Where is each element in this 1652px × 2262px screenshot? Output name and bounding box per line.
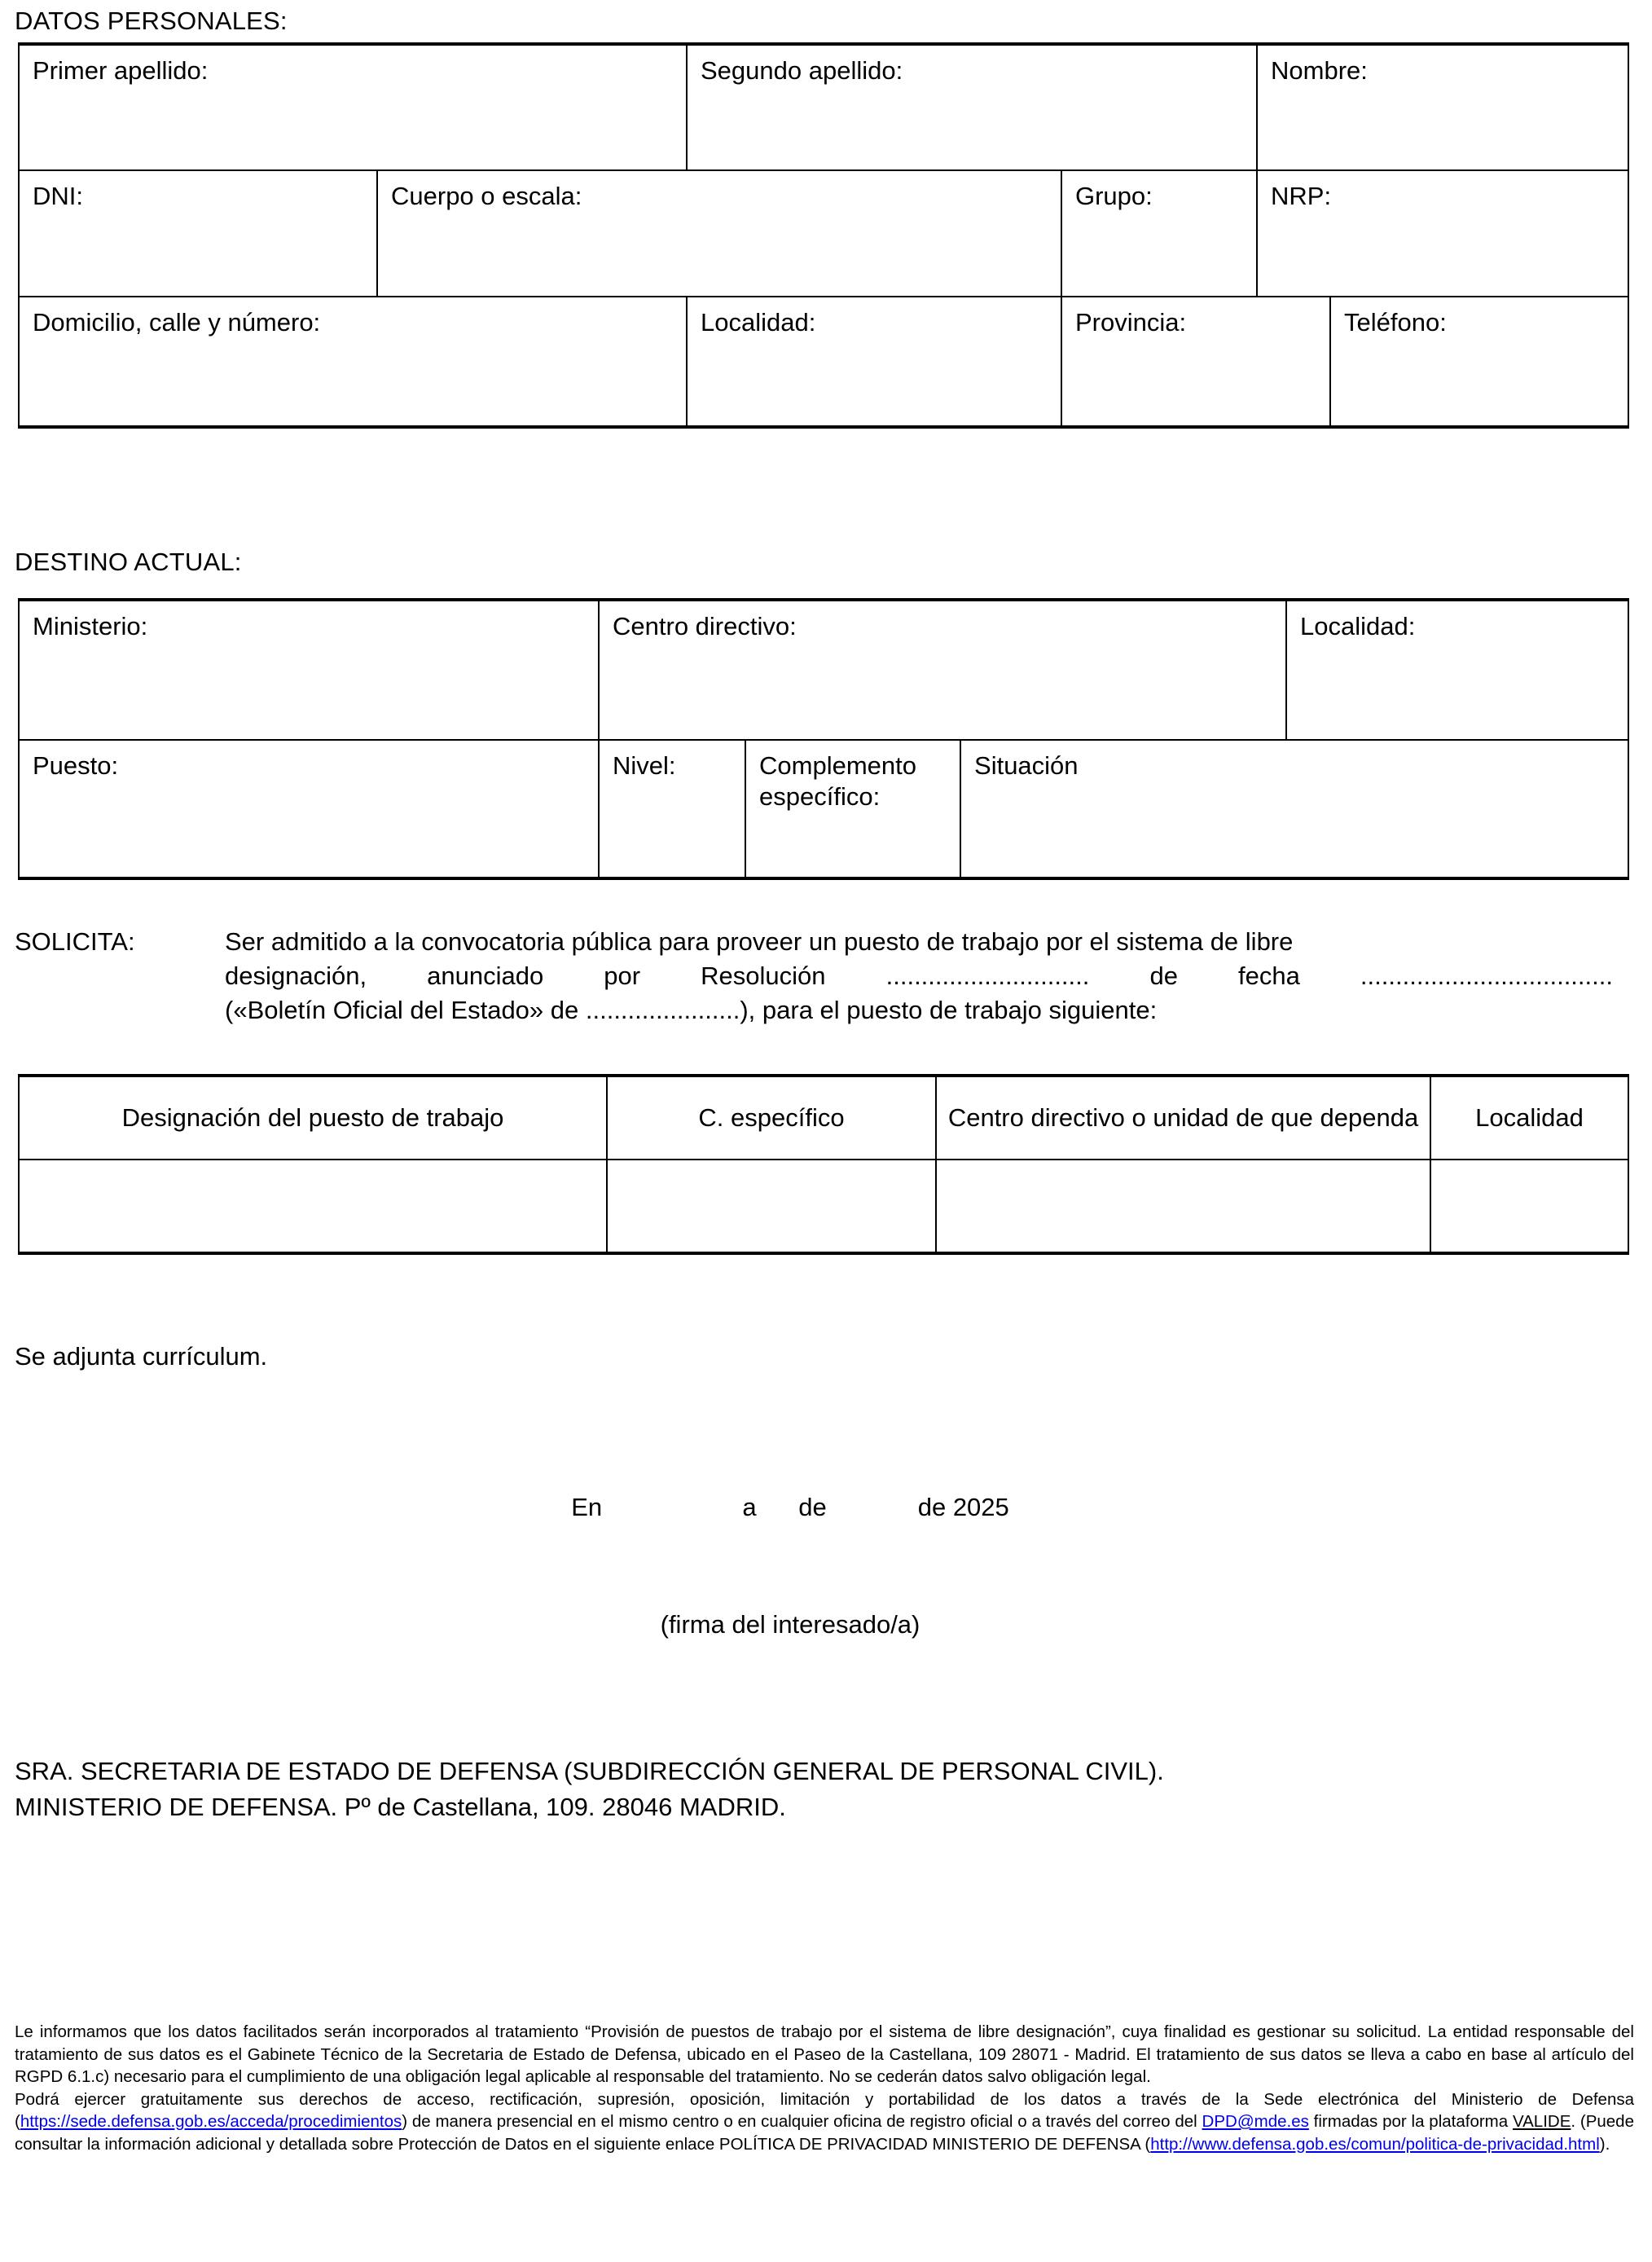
legal-paragraph-1: Le informamos que los datos facilitados serán incorporados al tratamiento “Provisión de puestos de trabajo por el sistema de libre designación”, cuya finalidad es gestionar su solicitud. La entidad responsable del tratamiento de sus datos es el Gabinete Técnico de la Secretaria de Estado de Defensa, ubicado en el Paseo de la Castellana, 109 28071 - Madrid. El tratamiento de sus datos se lleva a cabo en base al artículo del RGPD 6.1.c) necesario para el cumplimiento de una obligación legal aplicable al responsable del tratamiento. No se cederán datos salvo obligación legal. [15,2022,1634,2086]
addressee-block [15,1754,1164,1825]
field-nombre[interactable]: Nombre: [1257,44,1628,170]
solicita-line-2: designación, anunciado por Resolución ............................. de fecha .................................... [225,962,1613,990]
cell-localidad[interactable] [1430,1160,1628,1253]
solicita-label: SOLICITA: [15,927,135,956]
field-nivel[interactable]: Nivel: [599,740,745,878]
column-header-centro-directivo: Centro directivo o unidad de que dependa [936,1076,1430,1160]
field-grupo[interactable]: Grupo: [1061,170,1257,297]
section-heading-datos-personales: DATOS PERSONALES: [15,7,288,35]
table-row [19,1160,1628,1253]
link-politica-privacidad[interactable]: http://www.defensa.gob.es/comun/politica-de-privacidad.html [1150,2134,1600,2154]
addressee-line-1: SRA. SECRETARIA DE ESTADO DE DEFENSA (SUBDIRECCIÓN GENERAL DE PERSONAL CIVIL). [15,1757,1164,1785]
signature-date-line[interactable]: En a de de 2025 [571,1493,1009,1521]
legal-notice-block [15,2021,1634,2155]
datos-personales-table [18,42,1629,429]
table-row [19,44,1628,170]
field-telefono[interactable]: Teléfono: [1330,297,1628,427]
field-domicilio[interactable]: Domicilio, calle y número: [19,297,687,427]
link-sede-electronica[interactable]: https://sede.defensa.gob.es/acceda/procedimientos [20,2112,402,2131]
field-cuerpo-o-escala[interactable]: Cuerpo o escala: [377,170,1061,297]
table-row [19,170,1628,297]
solicita-line-1: Ser admitido a la convocatoria pública para proveer un puesto de trabajo por el sistema de libre [225,927,1294,956]
legal-p2-segment-3: firmadas por la plataforma [1308,2112,1513,2131]
signature-caption: (firma del interesado/a) [660,1610,920,1639]
legal-p2-segment-5: ). [1599,2134,1610,2154]
solicita-block [15,925,1611,1047]
field-segundo-apellido[interactable]: Segundo apellido: [687,44,1257,170]
valide-label: VALIDE [1512,2112,1571,2131]
column-header-c-especifico: C. específico [607,1076,936,1160]
curriculum-note: Se adjunta currículum. [15,1342,268,1371]
table-row [19,297,1628,427]
legal-p2-segment-2: ) de manera presencial en el mismo centro o en cualquier oficina de registro oficial o a través del correo del [402,2112,1202,2131]
field-complemento-especifico[interactable]: Complemento específico: [745,740,960,878]
addressee-line-2: MINISTERIO DE DEFENSA. Pº de Castellana, 109. 28046 MADRID. [15,1793,786,1821]
field-puesto[interactable]: Puesto: [19,740,599,878]
cell-designacion[interactable] [19,1160,607,1253]
field-dni[interactable]: DNI: [19,170,377,297]
table-row [19,740,1628,878]
destino-actual-table [18,598,1629,880]
field-localidad[interactable]: Localidad: [687,297,1061,427]
field-destino-localidad[interactable]: Localidad: [1286,600,1628,740]
puesto-solicitado-table [18,1074,1629,1255]
solicita-text [225,925,1613,1028]
field-situacion[interactable]: Situación [960,740,1628,878]
cell-centro-directivo[interactable] [936,1160,1430,1253]
solicita-line-3: («Boletín Oficial del Estado» de ......................), para el puesto de trabajo siguiente: [225,996,1158,1024]
column-header-localidad: Localidad [1430,1076,1628,1160]
field-primer-apellido[interactable]: Primer apellido: [19,44,687,170]
table-header-row [19,1076,1628,1160]
field-provincia[interactable]: Provincia: [1061,297,1330,427]
link-dpd-email[interactable]: DPD@mde.es [1202,2112,1309,2131]
cell-c-especifico[interactable] [607,1160,936,1253]
table-row [19,600,1628,740]
column-header-designacion: Designación del puesto de trabajo [19,1076,607,1160]
section-heading-destino-actual: DESTINO ACTUAL: [15,548,242,576]
field-nrp[interactable]: NRP: [1257,170,1628,297]
legal-p2-segment-4: . (Puede consultar la información adicional y detallada sobre Protección de Datos en el siguiente enlace POLÍTICA DE PRIVACIDAD MINISTERIO DE DEFENSA ( [15,2112,1634,2154]
signature-block [456,1410,1124,1723]
legal-paragraph-2 [15,2088,1634,2156]
field-centro-directivo[interactable]: Centro directivo: [599,600,1286,740]
legal-p2-segment-1: Podrá ejercer gratuitamente sus derechos de acceso, rectificación, supresión, oposición, limitación y portabilidad de los datos a través de la Sede electrónica del Ministerio de Defensa ( [15,2089,1634,2131]
field-ministerio[interactable]: Ministerio: [19,600,599,740]
